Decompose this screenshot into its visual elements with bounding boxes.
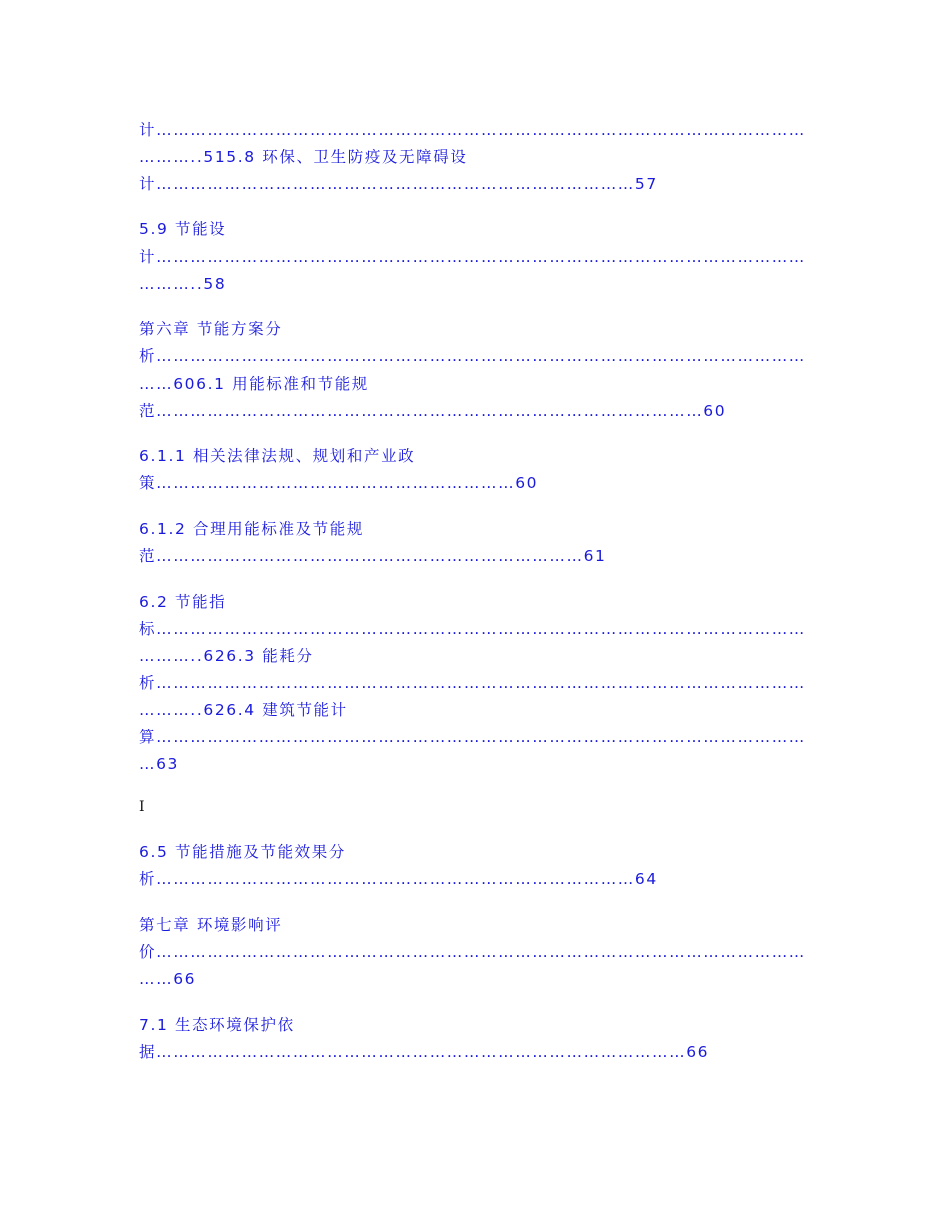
toc-entry-5-9[interactable]: 5.9 节能设 bbox=[139, 220, 227, 238]
toc-line[interactable]: 范…………………………………………………………………61 bbox=[139, 547, 607, 565]
toc-line[interactable]: 析…………………………………………………………………………64 bbox=[139, 870, 658, 888]
toc-entry-6-4[interactable]: ………..626.4 建筑节能计 bbox=[139, 701, 348, 719]
toc-line[interactable]: ……66 bbox=[139, 970, 197, 988]
toc-entry-5-8[interactable]: ………..515.8 环保、卫生防疫及无障碍设 bbox=[139, 148, 468, 166]
toc-line[interactable]: ………..58 bbox=[139, 275, 227, 293]
toc-line[interactable]: 据…………………………………………………………………………………66 bbox=[139, 1043, 710, 1061]
toc-entry-chapter-7[interactable]: 第七章 环境影响评 bbox=[139, 916, 283, 934]
toc-entry-chapter-6[interactable]: 第六章 节能方案分 bbox=[139, 320, 283, 338]
toc-entry-6-1[interactable]: ……606.1 用能标准和节能规 bbox=[139, 375, 369, 393]
toc-line[interactable]: 策………………………………………………………60 bbox=[139, 474, 539, 492]
toc-line[interactable]: 析…………………………………………………………………………………………………… bbox=[139, 674, 806, 692]
toc-entry-6-5[interactable]: 6.5 节能措施及节能效果分 bbox=[139, 843, 346, 861]
toc-line[interactable]: 析…………………………………………………………………………………………………… bbox=[139, 347, 806, 365]
toc-line[interactable]: …63 bbox=[139, 755, 180, 773]
toc-entry-6-2[interactable]: 6.2 节能指 bbox=[139, 593, 227, 611]
toc-line[interactable]: 价…………………………………………………………………………………………………… bbox=[139, 943, 806, 961]
page-number-marker: I bbox=[139, 799, 145, 815]
toc-line[interactable]: 计…………………………………………………………………………………………………… bbox=[139, 121, 806, 139]
toc-line[interactable]: 算…………………………………………………………………………………………………… bbox=[139, 728, 806, 746]
toc-line[interactable]: 范……………………………………………………………………………………60 bbox=[139, 402, 727, 420]
toc-entry-6-3[interactable]: ………..626.3 能耗分 bbox=[139, 647, 314, 665]
toc-line[interactable]: 标…………………………………………………………………………………………………… bbox=[139, 620, 806, 638]
toc-line[interactable]: 计…………………………………………………………………………57 bbox=[139, 175, 658, 193]
toc-entry-6-1-1[interactable]: 6.1.1 相关法律法规、规划和产业政 bbox=[139, 447, 416, 465]
toc-entry-6-1-2[interactable]: 6.1.2 合理用能标准及节能规 bbox=[139, 520, 364, 538]
toc-line[interactable]: 计…………………………………………………………………………………………………… bbox=[139, 248, 806, 266]
toc-entry-7-1[interactable]: 7.1 生态环境保护依 bbox=[139, 1016, 295, 1034]
